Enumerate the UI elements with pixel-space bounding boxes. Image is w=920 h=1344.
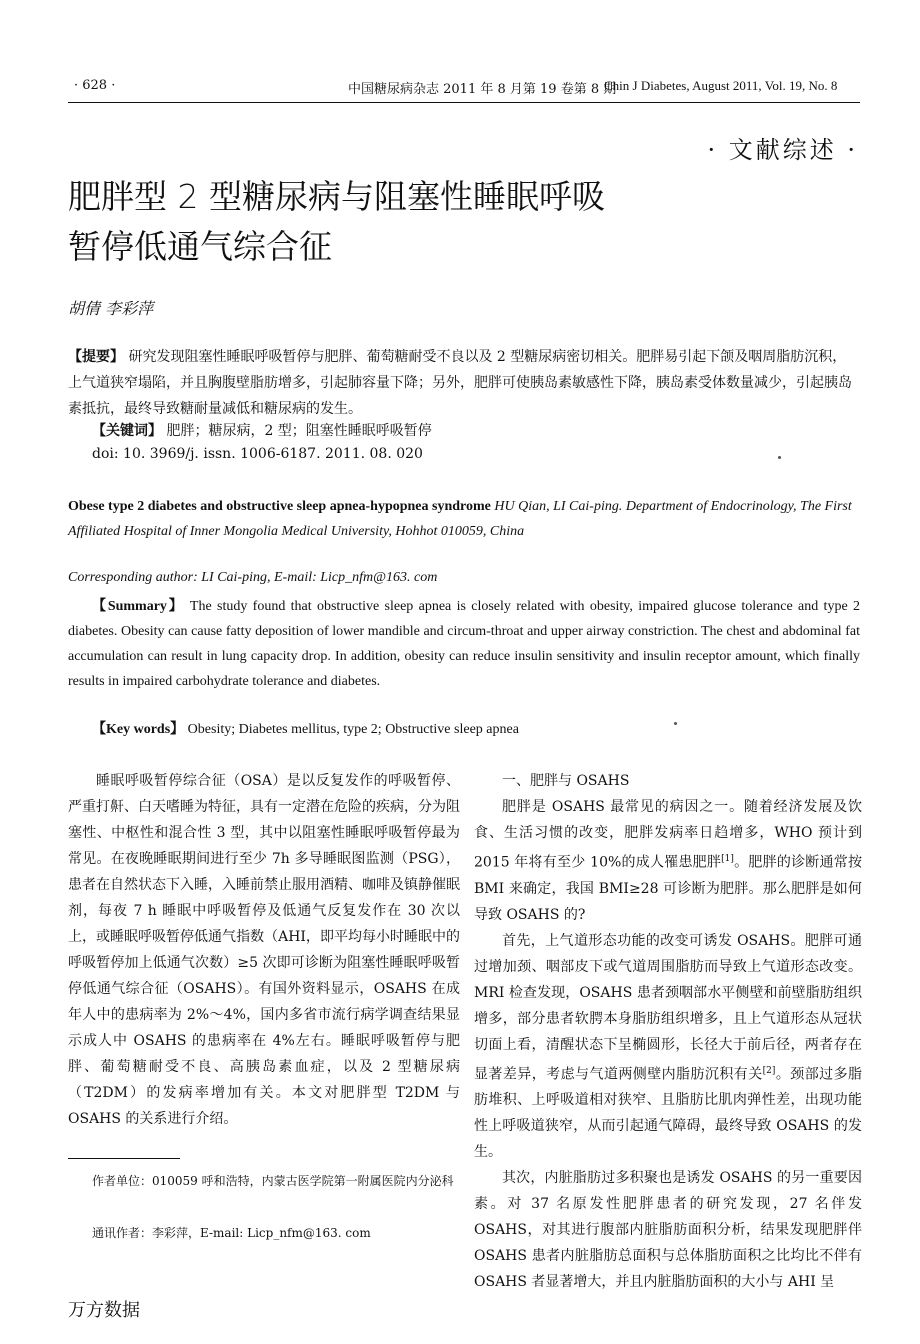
english-authors: HU Qian, LI Cai-ping. Department of Endocrinology, The First Affiliated Hospital of Inner Mongolia Medical University, Hohhot 010059, China — [68, 499, 852, 539]
footnote-corresponding: 通讯作者：李彩萍，E-mail: Licp_nfm@163. com — [92, 1226, 371, 1240]
header-rule — [68, 102, 860, 103]
keywords-label: 【关键词】 — [92, 423, 162, 439]
footnote-affiliation: 作者单位：010059 呼和浩特，内蒙古医学院第一附属医院内分泌科 — [92, 1174, 454, 1188]
english-title: Obese type 2 diabetes and obstructive sleep apnea-hypopnea syndrome — [68, 499, 491, 514]
obesity-paragraph-3: 其次，内脏脂肪过多积聚也是诱发 OSAHS 的另一重要因素。对 37 名原发性肥胖患者的研究发现，27 名伴发 OSAHS，对其进行腹部内脏脂肪面积分析，结果发现肥胖伴 OSAHS 患者内脏脂肪总面积与总体脂肪面积之比均比不伴有 OSAHS 者显著增大，并且内脏脂肪面积的大小与 AHI 呈 — [474, 1170, 862, 1291]
title-line-1: 肥胖型 2 型糖尿病与阻塞性睡眠呼吸 — [68, 177, 605, 216]
abstract-label: 【提要】 — [68, 349, 124, 365]
journal-citation-cn: 中国糖尿病杂志 2011 年 8 月第 19 卷第 8 期 — [348, 82, 617, 97]
keywords-en — [92, 718, 519, 738]
obesity-paragraph-1: 肥胖是 OSAHS 最常见的病因之一。随着经济发展及饮食、生活习惯的改变，肥胖发病率日趋增多，WHO 预计到 2015 年将有至少 10%的成人罹患肥胖[1]。肥胖的诊断通常按 BMI 来确定，我国 BMI≥28 可诊断为肥胖。那么肥胖是如何导致 OSAHS 的? — [474, 799, 863, 923]
watermark-logo: 万方数据 — [68, 1300, 140, 1321]
obesity-paragraph-2: 首先，上气道形态功能的改变可诱发 OSAHS。肥胖可通过增加颈、咽部皮下或气道周围脂肪而导致上气道形态改变。MRI 检查发现，OSAHS 患者颈咽部水平侧壁和前壁脂肪组织增多，部分患者软腭本身脂肪组织增多，且上气道形态从冠状切面上看，清醒状态下呈椭圆形，长径大于前后径，两者存在显著差异，考虑与气道两侧壁内脂肪沉积有关[2]。颈部过多脂肪堆积、上呼吸道相对狭窄、且脂肪比肌肉弹性差，出现功能性上呼吸道狭窄，从而引起通气障碍，最终导致 OSAHS 的发生。 — [474, 932, 863, 1161]
intro-paragraph: 睡眠呼吸暂停综合征（OSA）是以反复发作的呼吸暂停、严重打鼾、白天嗜睡为特征，具有一定潜在危险的疾病，分为阻塞性、中枢性和混合性 3 型，其中以阻塞性睡眠呼吸暂停最为常见。在夜晚睡眠期间进行至少 7h 多导睡眠图监测（PSG），患者在自然状态下入睡，入睡前禁止服用酒精、咖啡及镇静催眠剂，每夜 7 h 睡眠中呼吸暂停及低通气反复发作在 30 次以上，或睡眠呼吸暂停低通气指数（AHI，即平均每小时睡眠中的呼吸暂停加上低通气次数）≥5 次即可诊断为阻塞性睡眠呼吸暂停低通气综合征（OSAHS）。有国外资料显示，OSAHS 在成年人中的患病率为 2%～4%，国内多省市流行病学调查结果显示成人中 OSAHS 的患病率在 4%左右。睡眠呼吸暂停与肥胖、葡萄糖耐受不良、高胰岛素血症，以及 2 型糖尿病（T2DM）的发病率增加有关。本文对肥胖型 T2DM 与 OSAHS 的关系进行介绍。 — [68, 773, 460, 1127]
section-heading-obesity: 一、肥胖与 OSAHS — [502, 773, 630, 789]
title-line-2: 暂停低通气综合征 — [68, 227, 332, 266]
section-label: · 文献综述 · — [707, 136, 858, 164]
authors: 胡倩 李彩萍 — [68, 299, 154, 318]
keywords-en-text: Obesity; Diabetes mellitus, type 2; Obstructive sleep apnea — [187, 722, 519, 737]
doi: doi: 10. 3969/j. issn. 1006-6187. 2011. 08. 020 — [92, 446, 423, 462]
summary-text: The study found that obstructive sleep apnea is closely related with obesity, impaired glucose tolerance and type 2 diabetes. Obesity can cause fatty deposition of lower mandible and circum-throat and upper airway constriction. The chest and abdominal fat accumulation can result in lung capacity drop. In addition, obesity can reduce insulin sensitivity and insulin receptor amount, which finally results in impaired carbohydrate tolerance and diabetes. — [68, 599, 860, 689]
reference-2: [2] — [762, 1065, 776, 1076]
journal-citation-en: Chin J Diabetes, August 2011, Vol. 19, No. 8 — [604, 78, 838, 93]
summary-en — [68, 594, 860, 694]
keywords-text: 肥胖；糖尿病，2 型；阻塞性睡眠呼吸暂停 — [166, 423, 432, 439]
body-left-column — [68, 768, 460, 1132]
abstract-cn — [68, 344, 860, 422]
body-right-column — [474, 768, 862, 1295]
english-title-block — [68, 494, 860, 544]
summary-label: 【Summary】 — [92, 599, 185, 614]
keywords-cn — [92, 420, 432, 440]
article-title — [68, 172, 688, 272]
footnote-rule — [68, 1158, 180, 1159]
scan-speck — [778, 456, 781, 459]
scan-speck — [674, 722, 677, 725]
reference-1: [1] — [721, 854, 734, 864]
abstract-text: 研究发现阻塞性睡眠呼吸暂停与肥胖、葡萄糖耐受不良以及 2 型糖尿病密切相关。肥胖易引起下颌及咽周脂肪沉积，上气道狭窄塌陷，并且胸腹壁脂肪增多，引起肺容量下降；另外，肥胖可使胰岛素敏感性下降，胰岛素受体数量减少，引起胰岛素抵抗，最终导致糖耐量减低和糖尿病的发生。 — [68, 349, 852, 417]
keywords-en-label: 【Key words】 — [92, 722, 185, 737]
page-number: · 628 · — [74, 78, 116, 93]
corresponding-author-en: Corresponding author: LI Cai-ping, E-mail: Licp_nfm@163. com — [68, 570, 438, 585]
